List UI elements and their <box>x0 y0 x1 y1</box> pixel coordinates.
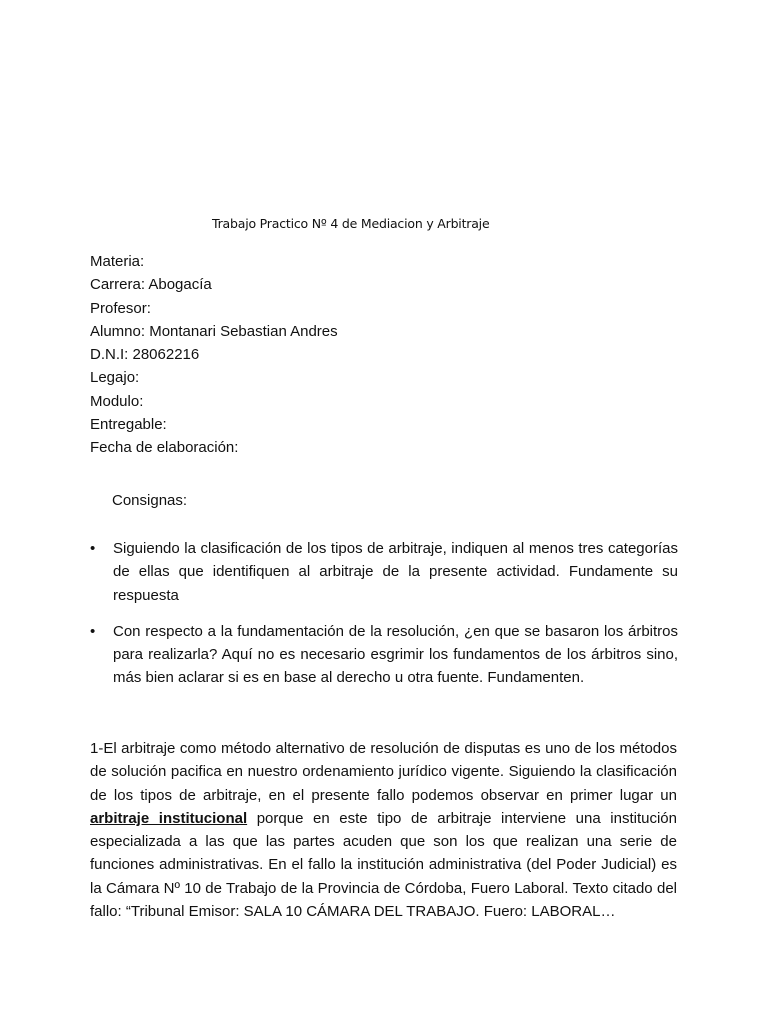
consigna-text: Siguiendo la clasificación de los tipos de arbitraje, indiquen al menos tres categorías de ellas que identifiquen al arbitraje de la presente actividad. Fundamente su respuesta <box>113 540 678 604</box>
meta-carrera: Carrera: Abogacía <box>90 276 212 294</box>
meta-profesor: Profesor: <box>90 299 151 317</box>
meta-fecha: Fecha de elaboración: <box>90 439 239 457</box>
consigna-text: Con respecto a la fundamentación de la resolución, ¿en que se basaron los árbitros para realizarla? Aquí no es necesario esgrimir los fundamentos de los árbitros sino, más bien aclarar si es en base al derecho u otra fuente. Fundamenten. <box>113 622 678 687</box>
consignas-heading: Consignas: <box>112 492 188 509</box>
meta-entregable: Entregable: <box>90 416 167 434</box>
meta-modulo: Modulo: <box>90 392 144 410</box>
meta-materia: Materia: <box>90 253 145 270</box>
answer-text-start: 1-El arbitraje como método alternativo de resolución de disputas es uno de los métodos de solución pacifica en nuestro ordenamiento jurídico vigente. Siguiendo la clasificación de los tipos de arbitraje, en el presente fallo podemos observar en primer lugar un <box>90 740 677 804</box>
meta-alumno: Alumno: Montanari Sebastian Andres <box>90 322 338 340</box>
student-info-list <box>90 250 338 460</box>
consignas-list <box>90 537 678 703</box>
answer-paragraph <box>90 737 677 923</box>
bullet-icon: • <box>90 622 96 640</box>
answer-emphasis: arbitraje institucional <box>90 809 248 827</box>
meta-dni: D.N.I: 28062216 <box>90 346 200 364</box>
bullet-icon: • <box>90 540 96 557</box>
meta-legajo: Legajo: <box>90 369 140 387</box>
document-title: Trabajo Practico Nº 4 de Mediacion y Arbitraje <box>212 216 490 231</box>
answer-text-end: porque en este tipo de arbitraje interviene una institución especializada a las que las partes acuden que son los que realizan una serie de funciones administrativas. En el fallo la institución administrativa (del Poder Judicial) es la Cámara Nº 10 de Trabajo de la Provincia de Córdoba, Fuero Laboral. Texto citado del fallo: “Tribunal Emisor: SALA 10 CÁMARA DEL TRABAJO. Fuero: LABORAL… <box>90 809 677 921</box>
consigna-item <box>90 537 678 607</box>
consigna-item <box>90 620 678 690</box>
